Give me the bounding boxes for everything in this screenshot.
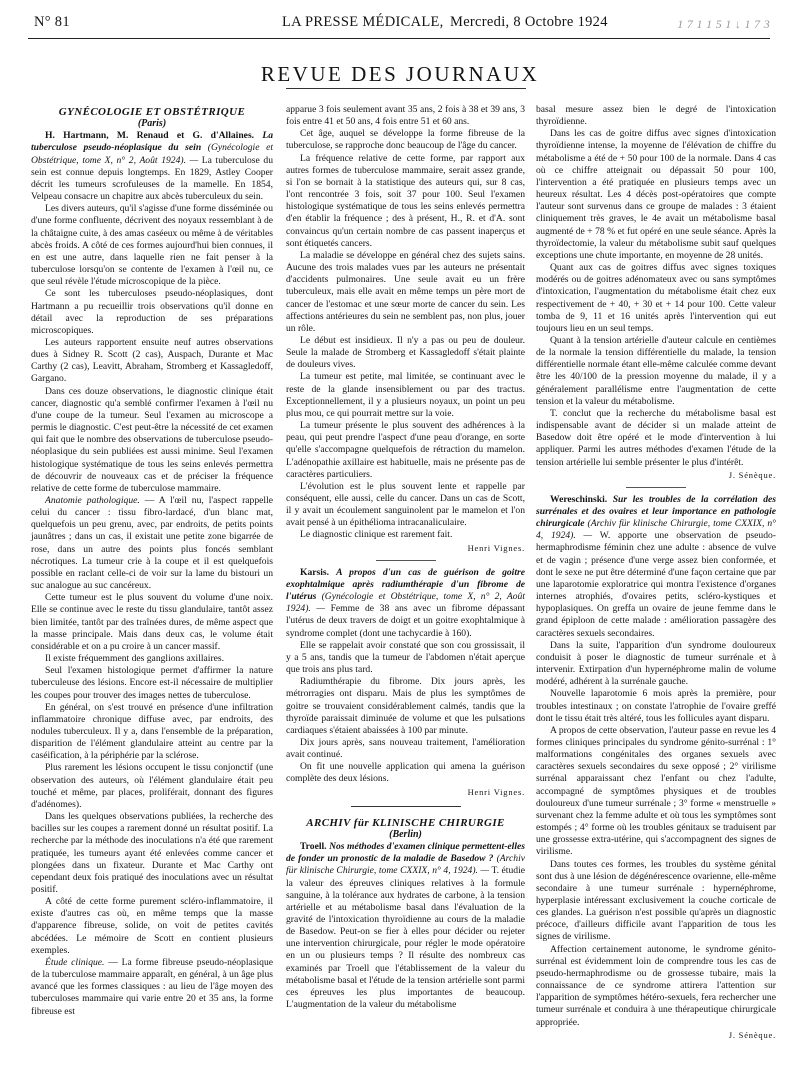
article-paragraph: Seul l'examen histologique permet d'affirmer la nature tuberculeuse des lésions. Encore est-il nécessaire de multiplier les coupes pour trouver des images nettes de tuberculose.: [31, 665, 273, 701]
article-title: A propos d'un cas de guérison de goitre exophtalmique après radiumthérapie d'un fibrome de l'utérus: [286, 566, 525, 603]
article-paragraph: Elle se rappelait avoir constaté que son cou grossissait, il y a 5 ans, tandis que la tumeur de l'abdomen n'était aperçue que trois ans plus tard.: [286, 639, 525, 676]
article-intro: [536, 494, 776, 640]
article-title: Sur les troubles de la corrélation des surrénales et des ovaires et leur importance en pathologie chirurgicale: [536, 493, 776, 530]
article-paragraph: T. étudie la valeur des épreuves cliniques relatives à la formule sanguine, à la tolérance aux hydrates de carbone, à la tension artérielle et au métabolisme basal dans l'évaluation de la gravité de l'intoxication thyroïdienne au cours de la maladie de Basedow. Peut-on se fier à elles pour décider ou rejeter une intervention chirurgicale, pour régler le mode opératoire en un ou plusieurs temps ? Il résulte des nombreux cas examinés par Troell que l'établissement de la valeur du métabolisme basal et l'étude de la tension artérielle sont parmi ces épreuves les plus importantes de beaucoup. L'augmentation de la valeur du métabolisme: [286, 865, 525, 1011]
article-authors: H. Hartmann, M. Renaud et G. d'Allaines.: [45, 130, 255, 142]
article-paragraph: Cet âge, auquel se développe la forme fibreuse de la tuberculose, se rapproche donc beaucoup de l'âge du cancer.: [286, 128, 525, 152]
article-paragraph: Dix jours après, sans nouveau traitement, l'amélioration avait continué.: [286, 736, 525, 761]
article-paragraph: La tumeur présente le plus souvent des adhérences à la peau, qui peut prendre l'aspect d'une peau d'orange, en sorte qu'elle s'accompagne quelquefois de rétraction du mamelon. L'adénopathie axillaire est habituelle, mais ne présente pas de caractères particuliers.: [286, 420, 525, 480]
title-rule: [286, 88, 526, 89]
article-signature: J. Sénèque.: [728, 469, 776, 480]
article-intro: [31, 130, 273, 203]
article-paragraph: Cette tumeur est le plus souvent du volume d'une noix. Elle se continue avec le reste du tissu glandulaire, tantôt assez bien limitée, tantôt par des traînées dures, de même aspect que la masse principale. Mais dans deux cas, le volume était considérable et on a pu croire à un cancer massif.: [31, 592, 273, 652]
column-1: [31, 106, 273, 1018]
article-paragraph: On fit une nouvelle application qui amena la guérison complète des deux lésions.: [286, 761, 525, 785]
article-signature: J. Sénèque.: [728, 1029, 776, 1040]
article-paragraph: A propos de cette observation, l'auteur passe en revue les 4 formes cliniques principales du syndrome génito-surrénal : 1° malformations congénitales des organes sexuels avec caractères sexuels secondaires du sexe opposé ; 2° virilisme surrénal apparaissant chez l'enfant ou chez l'adulte, accompagné de symptômes physiques et de troubles douloureux d'une tumeur surrénale ; 3° forme « menstruelle » survenant chez la femme adulte et où tous les symptômes sont estompés ; 4° forme où les troubles génitaux se traduisent par une grossesse extra-utérine, qui s'accompagnent des signes de virilisme.: [536, 724, 776, 858]
article-reference: (Archiv für klinische Chirurgie, tome CXXIX, n° 4, 1924). —: [536, 518, 776, 542]
article-paragraph: Le début est insidieux. Il n'y a pas ou peu de douleur. Seule la malade de Stromberg et Kassagledoff s'était plainte de douleurs vives.: [286, 334, 525, 371]
running-header: [28, 14, 770, 32]
section-city: (Berlin): [389, 828, 422, 840]
article-paragraph: Dans les quelques observations publiées, la recherche des bacilles sur les coupes a rarement donné un résultat positif. La recherche par la méthode des inoculations n'a été que rarement pratiquée, les tumeurs ayant été enlevées comme cancer et plongées dans un fixateur. Durante et Mac Carthy ont cependant deux fois pratiqué des inoculations avec un résultat positif.: [31, 811, 273, 895]
article-paragraph: Dans toutes ces formes, les troubles du système génital sont dus à une lésion de dégénérescence ovarienne, elle-même secondaire à une tumeur surrénale : hypernéphrome, hyperplasie intéressant exclusivement la couche corticale de ces glandes. La guérison n'est possible qu'après un diagnostic précoce, d'ailleurs difficile avant l'apparition de tous les signes de virilisme.: [536, 858, 776, 943]
section-separator: [351, 806, 461, 807]
article-paragraph: L'évolution est le plus souvent lente et rappelle par conséquent, elle aussi, celle du cancer. Dans un cas de Scott, il y avait un écoulement sanguinolent par le mamelon et l'on avait pensé à un épithélioma intracanaliculaire.: [286, 480, 525, 529]
paragraph-text: — A l'œil nu, l'aspect rappelle celui du cancer : tissu fibro-lardacé, d'un blanc mat, quelquefois un peu grenu, avec, par endroits, de petits points jaunâtres ; dans un cas, il existait une petite zone bigarrée de rose, dans un autre des points plus foncés semblant nécrotiques. La tumeur crie à la coupe et il est quelquefois possible en raclant celle-ci de voir sur la lame du bistouri un suc analogue au suc cancéreux.: [31, 495, 273, 592]
paragraph-text: — La forme fibreuse pseudo-néoplasique de la tuberculose mammaire apparaît, en général, à un âge plus avancé que les formes classiques : au lieu de l'âge moyen des tuberculoses mammaire qui varie entre 20 et 35 ans, la forme fibreuse est: [31, 956, 273, 1017]
journal-name: LA PRESSE MÉDICALE,: [282, 14, 444, 30]
article-paragraph: Les divers auteurs, qu'il s'agisse d'une forme disséminée ou d'une forme confluente, décrivent des noyaux ressemblant à de la châtaigne cuite, à des amas caséeux ou même à de véritables abcès froids. A côté de ces formes aujourd'hui bien connues, il en est une autre, dans laquelle rien ne fait penser à la tuberculose lorsqu'on se contente de l'examen à l'œil nu, ce que seul révèle l'étude microscopique de la pièce.: [31, 203, 273, 288]
article-paragraph: Dans ces douze observations, le diagnostic clinique était cancer, diagnostic qu'a semblé confirmer l'examen à l'œil nu d'une coupe de la tumeur. Seul l'examen au microscope a permis le diagnostic. C'est peut-être la nécessité de cet examen qui fait que le nombre des observations de tuberculose pseudo-néoplasique du sein publiées est aussi minime. Seul l'examen histologique systématique de tous les seins enlevés permettra de découvrir de nouveaux cas et de préciser la fréquence relative de cette forme de tuberculose mammaire.: [31, 385, 273, 494]
article-intro: [286, 841, 525, 1011]
article-intro: [286, 567, 525, 640]
article-separator: [626, 487, 686, 488]
article-paragraph: Nouvelle laparotomie 6 mois après la première, pour troubles intestinaux ; on constate l'atrophie de l'ovaire greffé dont le tissu était très altéré, tous les follicules ayant disparu.: [536, 688, 776, 724]
article-signature: Henri Vignes.: [467, 786, 525, 797]
section-heading: ARCHIV für KLINISCHE CHIRURGIE: [306, 816, 505, 829]
article-paragraph: La maladie se développe en général chez des sujets sains. Aucune des trois malades vues par les auteurs ne présentait d'accidents pulmonaires. Une seule avait eu un frère tuberculeux, mais elle avait en même temps un père mort de cancer de l'estomac et une sœur morte de cancer du sein. Les affections antérieures du sein ne semblent pas, non plus, jouer un rôle.: [286, 249, 525, 334]
article-authors: Troell.: [300, 841, 327, 853]
article-paragraph: basal mesure assez bien le degré de l'intoxication thyroïdienne.: [536, 104, 776, 128]
article-paragraph: W. apporte une observation de pseudo-hermaphrodisme féminin chez une adulte : absence de vulve et de vagin ; présence d'une verge assez bien conformée, et dont le sexe ne put être déterminé d'une façon certaine que par une laparotomie exploratrice qui montra l'existence d'organes internes atrophiés, d'ovaires petits, scléro-kystiques et hypoplasiques. On greffa un ovaire de jeune femme dans le grand épiploon de cette malade : amélioration passagère des caractères sexuels secondaires.: [536, 530, 776, 639]
article-reference: (Gynécologie et Obstétrique, tome X, n° 2, Août 1924). —: [286, 591, 525, 615]
article-paragraph: La tuberculose du sein est connue depuis longtemps. En 1829, Astley Cooper décrit les tumeurs scrofuleuses de la mamelle. En 1854, Velpeau consacre un chapitre aux abcès tuberculeux du sein.: [31, 154, 274, 203]
issue-number: N° 81: [34, 14, 70, 30]
article-paragraph: La tumeur est petite, mal limitée, se continuant avec le reste de la glande insensiblement ou par des tractus. Exceptionnellement, il y a plusieurs noyaux, un point un peu plus mou, ce qui pourrait mettre sur la voie.: [286, 371, 525, 419]
article-paragraph: Dans la suite, l'apparition d'un syndrome douloureux conduisit à poser le diagnostic de tumeur surrénale et à intervenir. Extirpation d'un hypernéphrome malin de volume modéré, adhérent à la surrénale gauche.: [536, 639, 776, 688]
article-paragraph: La fréquence relative de cette forme, par rapport aux autres formes de tuberculose mammaire, serait assez grande, si l'on se bornait à la statistique des auteurs qui, sur 8 cas, l'ont rencontrée 3 fois, soit 37 pour 100. Seul l'examen histologique systématique de tous les seins enlevés permettra d'en établir la fréquence ; des à présent, H., R. et d'A. sont convaincus qu'un certain nombre de cas passent inaperçus et sont étiquetés cancers.: [286, 152, 525, 249]
article-paragraph: Dans les cas de goitre diffus avec signes d'intoxication thyroïdienne intense, la moyenne de l'élévation de chiffre du métabolisme a été de + 50 pour 100 de la normale. Dans 4 cas où ce chiffre atteignait ou dépassait 50 pour 100, l'intervention a été pratiquée en plusieurs temps avec un heureux résultat. Les 4 décès post-opératoires que compte l'auteur sont survenus dans ce groupe de malades : 3 étaient cliniquement très graves, le 4e avait un métabolisme basal augmenté de + 78 % et fut opéré en une seule séance. Après la thyroïdectomie, la valeur du métabolisme subit sauf quelques exceptions une chute importante, en moyenne de 28 unités.: [536, 128, 776, 261]
section-heading: GYNÉCOLOGIE ET OBSTÉTRIQUE: [58, 106, 246, 118]
article-title: Nos méthodes d'examen clinique permettent-elles de fonder un pronostic de la maladie de Basedow ?: [286, 841, 525, 865]
article-authors: Karsis.: [300, 566, 330, 578]
article-paragraph: Quant aux cas de goitres diffus avec signes toxiques modérés ou de goitres adénomateux avec ou sans symptômes d'intoxication, l'augmentation du métabolisme était chez eux respectivement de + 40, + 30 et + 14 pour 100. Cette valeur tomba de 9, 11 et 16 unités après l'intervention qui eut toujours lieu en un seul temps.: [536, 262, 776, 334]
article-paragraph: A côté de cette forme purement scléro-inflammatoire, il existe d'autres cas où, en même temps que la masse d'apparence fibreuse, solide, on voit de petites cavités abcédées. Le mémoire de Scott en contient plusieurs exemples.: [31, 896, 273, 956]
article-paragraph: Les auteurs rapportent ensuite neuf autres observations dues à Sidney R. Scott (2 cas), Auspach, Durante et Mac Carthy (2 cas), Leavitt, Abraham, Stromberg et Kassagledoff, Gargano.: [31, 336, 273, 385]
issue-date: Mercredi, 8 Octobre 1924: [450, 14, 608, 30]
column-2: [286, 104, 525, 1011]
article-paragraph: En général, on s'est trouvé en présence d'une infiltration inflammatoire chronique diffuse avec, par endroits, des nodules tuberculeux. Il y a, dans l'ensemble de la préparation, disparition de l'élément glandulaire atteint au centre par la caséification, à la périphérie par la sclérose.: [31, 701, 273, 762]
article-paragraph: Affection certainement autonome, le syndrome génito-surrénal est évidemment loin de comprendre tous les cas de pseudo-hermaphrodisme ou de grossesse tubaire, mais la connaissance de ce syndrome attirera l'attention sur l'apparition de symptômes hétéro-sexuels, fera rechercher une tumeur surrénale et conduira à une thérapeutique chirurgicale appropriée.: [536, 943, 776, 1028]
paragraph-lead: Anatomie pathologique.: [45, 495, 140, 506]
paragraph-lead: Étude clinique.: [45, 956, 105, 968]
page-margin-mark: 1 7 1 1 5 1 ↓ 1 7 3: [677, 17, 770, 31]
article-paragraph: Ce sont les tuberculoses pseudo-néoplasiques, dont Hartmann a pu recueillir trois observations qu'il donne en détail avec la reproduction de ses préparations microscopiques.: [31, 288, 273, 336]
article-title: La tuberculose pseudo-néoplasique du sein: [31, 130, 273, 154]
column-3: [536, 104, 776, 1041]
section-city: (Paris): [137, 118, 167, 130]
article-paragraph: Il existe fréquemment des ganglions axillaires.: [45, 653, 225, 665]
article-paragraph: [31, 957, 273, 1018]
article-reference: (Archiv für klinische Chirurgie, tome CXXIX, n° 4, 1924). —: [286, 853, 526, 877]
article-signature: Henri Vignes.: [467, 542, 525, 553]
article-reference: (Gynécologie et Obstétrique, tome X, n° 2, Août 1924). —: [31, 142, 274, 166]
article-separator: [376, 560, 436, 561]
article-paragraph: Plus rarement les lésions occupent le tissu conjonctif (une observation des auteurs, où l'élément glandulaire était peu touché et même, par places, proliférait, donnant des figures d'adénomes).: [31, 762, 273, 810]
review-title: REVUE DES JOURNAUX: [260, 62, 540, 86]
article-paragraph: Radiumthérapie du fibrome. Dix jours après, les métrorragies ont disparu. Mais de plus les symptômes de goitre se trouvaient considérablement calmés, tandis que la thyroïde paraissait diminuée de volume et que les pulsations cardiaques s'étaient abaissées à 100 par minute.: [286, 676, 525, 736]
article-paragraph: Le diagnostic clinique est rarement fait.: [300, 529, 453, 541]
header-rule: [28, 38, 770, 39]
article-paragraph: T. conclut que la recherche du métabolisme basal est indispensable avant de décider si un malade atteint de Basedow doit être opéré et le mode d'intervention à lui appliquer. Parmi les autres méthodes d'examen l'étude de la tension artérielle lui semble présenter le plus d'intérêt.: [536, 407, 776, 468]
article-paragraph: apparue 3 fois seulement avant 35 ans, 2 fois à 38 et 39 ans, 3 fois entre 41 et 50 ans, 4 fois entre 51 et 60 ans.: [286, 104, 525, 128]
article-paragraph: Femme de 38 ans avec un fibrome dépassant l'utérus de deux travers de doigt et un goitre exophtalmique à syndrome complet (dont une tachycardie à 160).: [286, 603, 525, 639]
article-paragraph: Quant à la tension artérielle d'auteur calcule en centièmes de la normale la tension différentielle du malade, la tension différentielle normale étant elle-même calculée comme devant être les 40/100 de la pression moyenne du malade, il y a généralement parallélisme entre l'augmentation de cette tension et la valeur du métabolisme.: [536, 334, 776, 407]
article-paragraph: [31, 495, 273, 592]
article-authors: Wereschinski.: [550, 493, 608, 505]
